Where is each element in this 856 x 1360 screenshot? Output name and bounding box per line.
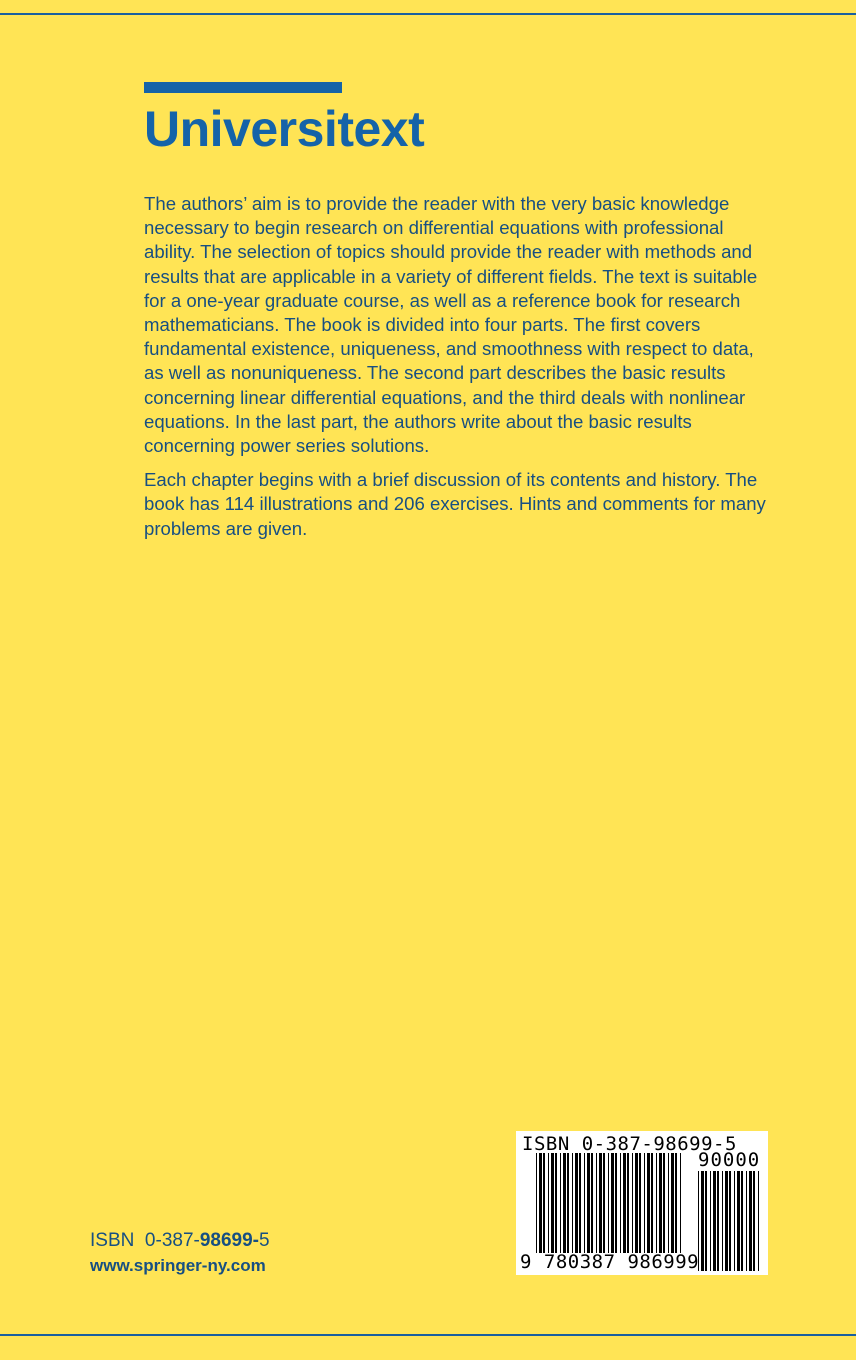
main-barcode-bar [551, 1153, 554, 1253]
main-barcode-bar [536, 1153, 537, 1253]
addon-barcode-bar [701, 1171, 704, 1271]
main-barcode-bar [623, 1153, 626, 1253]
main-barcode-bar [563, 1153, 566, 1253]
main-barcode-bar [668, 1153, 669, 1253]
addon-barcode-bar [749, 1171, 752, 1271]
main-barcode-bar [608, 1153, 609, 1253]
main-barcode-bar [635, 1153, 638, 1253]
back-cover-blurb [144, 192, 774, 551]
main-barcode-bar [615, 1153, 617, 1253]
addon-barcode-bar [753, 1171, 755, 1271]
main-barcode-bar [627, 1153, 629, 1253]
main-barcode-bar [560, 1153, 561, 1253]
main-barcode-bar [675, 1153, 677, 1253]
series-title: Universitext [144, 101, 425, 157]
blurb-paragraph-1: The authors’ aim is to provide the reader with the very basic knowledge necessary to begin research on differential equations with professional ability. The selection of topics should provide the reader with methods and results that are applicable in a variety of different fields. The text is suitable for a one-year graduate course, as well as a reference book for research mathematicians. The book is divided into four parts. The first covers fundamental existence, uniqueness, and smoothness with respect to data, as well as nonuniqueness. The second part describes the basic results concerning linear differential equations, and the third deals with nonlinear equations. In the last part, the authors write about the basic results concerning power series solutions. [144, 193, 758, 457]
addon-barcode-bar [746, 1171, 747, 1271]
addon-barcode-bar [713, 1171, 716, 1271]
main-barcode-bar [603, 1153, 605, 1253]
main-barcode-bar [572, 1153, 573, 1253]
main-barcode-bar [543, 1153, 545, 1253]
main-barcode-bar [611, 1153, 614, 1253]
top-border-line [0, 13, 856, 15]
isbn-block [90, 1228, 270, 1278]
main-barcode-bar [663, 1153, 665, 1253]
main-barcode-bar [639, 1153, 641, 1253]
addon-barcode-bar [705, 1171, 707, 1271]
blurb-paragraph-2: Each chapter begins with a brief discussion of its contents and history. The book has 114 illustrations and 206 exercises. Hints and comments for many problems are given. [144, 469, 766, 539]
barcode [516, 1131, 768, 1275]
addon-barcode-bar [722, 1171, 723, 1271]
main-barcode-bar [632, 1153, 633, 1253]
main-barcode-bar [656, 1153, 657, 1253]
isbn-prefix: 0-387- [144, 1230, 200, 1251]
addon-barcode-bar [725, 1171, 728, 1271]
barcode-digits-text: 9 780387 986999 [520, 1251, 700, 1273]
main-barcode-bar [579, 1153, 581, 1253]
isbn-line [90, 1228, 270, 1254]
main-barcode-bar [651, 1153, 653, 1253]
main-barcode-bar [647, 1153, 650, 1253]
isbn-suffix: 5 [259, 1230, 270, 1251]
addon-barcode-bar [734, 1171, 735, 1271]
main-barcode-bar [539, 1153, 542, 1253]
addon-barcode-bar [729, 1171, 731, 1271]
main-barcode-bar [575, 1153, 578, 1253]
main-barcode-bar [644, 1153, 645, 1253]
barcode-isbn-text: ISBN 0-387-98699-5 [522, 1133, 737, 1155]
addon-barcode-bar [737, 1171, 740, 1271]
main-barcode-bar [587, 1153, 590, 1253]
isbn-label: ISBN [90, 1230, 135, 1251]
main-barcode-bar [599, 1153, 602, 1253]
main-barcode-bar [596, 1153, 597, 1253]
main-barcode-bar [548, 1153, 549, 1253]
barcode-addon-text: 90000 [698, 1149, 761, 1171]
addon-barcode-bar [710, 1171, 711, 1271]
main-barcode-bar [591, 1153, 593, 1253]
bottom-border-line [0, 1334, 856, 1336]
main-barcode-bar [620, 1153, 621, 1253]
main-barcode-bar [584, 1153, 585, 1253]
main-barcode-bar [555, 1153, 557, 1253]
series-rule [144, 82, 342, 93]
main-barcode-bar [659, 1153, 662, 1253]
main-barcode-bar [671, 1153, 674, 1253]
publisher-website[interactable]: www.springer-ny.com [90, 1256, 266, 1275]
addon-barcode-bar [717, 1171, 719, 1271]
main-barcode-bar [567, 1153, 569, 1253]
isbn-bold: 98699- [199, 1230, 260, 1251]
main-barcode-bar [680, 1153, 681, 1253]
addon-barcode-bar [758, 1171, 759, 1271]
addon-barcode-bar [741, 1171, 743, 1271]
